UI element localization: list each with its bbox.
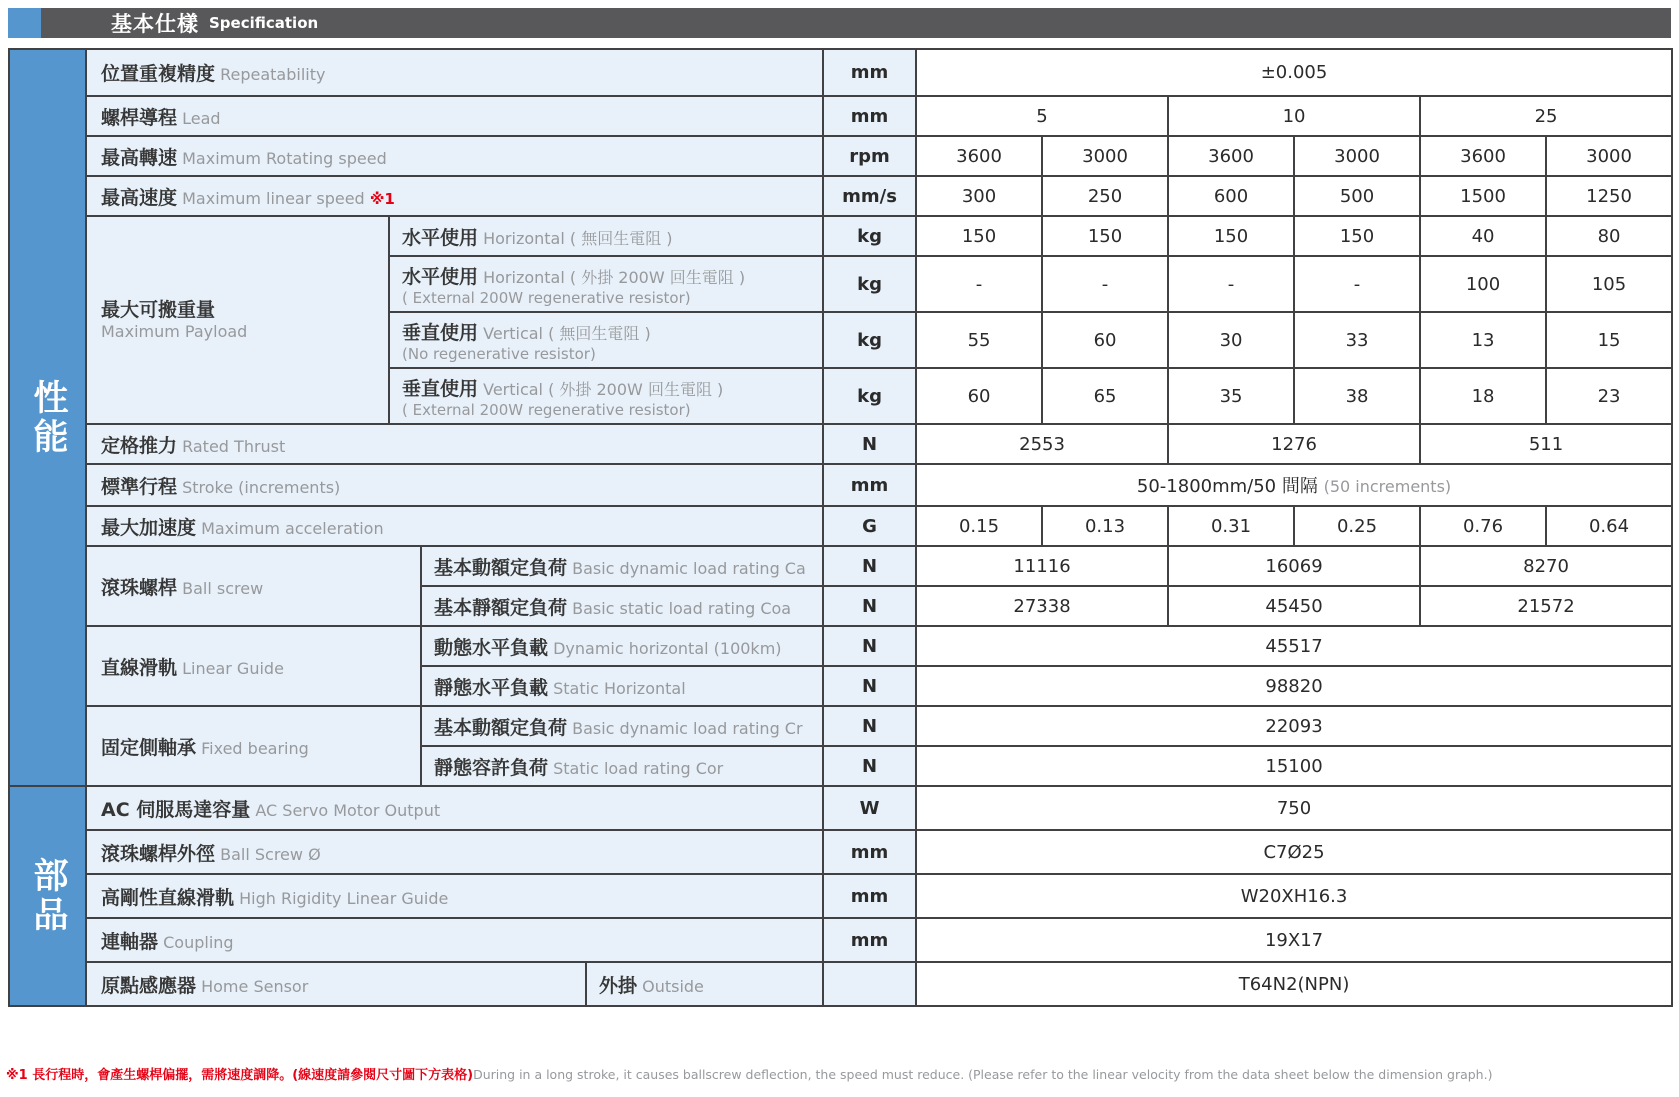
unit-cell: kg — [823, 256, 916, 312]
value-cell: 80 — [1546, 216, 1672, 256]
label-zh: 連軸器 — [101, 930, 159, 953]
label-cell — [86, 176, 823, 216]
row-servo-output — [9, 786, 1672, 830]
sublabel-cell — [421, 586, 823, 626]
label-zh: 定格推力 — [101, 434, 178, 457]
value-cell: 1500 — [1420, 176, 1546, 216]
value-cell: 600 — [1168, 176, 1294, 216]
value-cell: 300 — [916, 176, 1042, 216]
unit-cell: mm — [823, 96, 916, 136]
section-performance-label: 性能 — [28, 378, 68, 457]
row-linearguide-dynamic — [9, 626, 1672, 666]
label-cell — [86, 962, 586, 1006]
label-en: Horizontal ( 外掛 200W 回生電阻 ) — [483, 267, 746, 287]
value-cell: 27338 — [916, 586, 1168, 626]
value-cell: C7Ø25 — [916, 830, 1672, 874]
label-en: Maximum acceleration — [201, 518, 384, 538]
label-zh: 基本動額定負荷 — [434, 716, 568, 739]
label-en: Basic static load rating Coa — [572, 598, 792, 618]
label-zh: 靜態容許負荷 — [434, 756, 549, 779]
row-coupling — [9, 918, 1672, 962]
value-cell: 8270 — [1420, 546, 1672, 586]
page-title-zh: 基本仕樣 — [111, 12, 199, 36]
label-zh: AC 伺服馬達容量 — [101, 798, 251, 821]
value-cell: 0.13 — [1042, 506, 1168, 546]
value-cell: 3000 — [1294, 136, 1420, 176]
label-en-line2: (No regenerative resistor) — [402, 344, 596, 363]
value-cell: 5 — [916, 96, 1168, 136]
unit-cell: N — [823, 546, 916, 586]
label-zh: 靜態水平負載 — [434, 676, 549, 699]
unit-cell: G — [823, 506, 916, 546]
row-stroke — [9, 464, 1672, 506]
label-zh: 原點感應器 — [101, 974, 197, 997]
label-en: Static load rating Cor — [553, 758, 724, 778]
value-cell: 33 — [1294, 312, 1420, 368]
value-cell: 16069 — [1168, 546, 1420, 586]
value-cell: 65 — [1042, 368, 1168, 424]
value-cell: 3600 — [916, 136, 1042, 176]
group-label-en: Fixed bearing — [201, 738, 309, 758]
label-en: Basic dynamic load rating Ca — [572, 558, 806, 578]
value-cell: 0.31 — [1168, 506, 1294, 546]
sublabel-cell — [421, 666, 823, 706]
label-cell — [86, 424, 823, 464]
row-rigid-guide — [9, 874, 1672, 918]
label-cell — [86, 96, 823, 136]
value-cell: 105 — [1546, 256, 1672, 312]
unit-cell: mm — [823, 874, 916, 918]
value-cell: 500 — [1294, 176, 1420, 216]
page-header — [8, 8, 1671, 38]
group-label-en: Maximum Payload — [101, 321, 248, 341]
value-cell: 150 — [1294, 216, 1420, 256]
unit-cell: mm — [823, 49, 916, 96]
sublabel-cell — [421, 746, 823, 786]
header-title-bar — [41, 8, 1671, 38]
unit-cell — [823, 962, 916, 1006]
unit-cell: kg — [823, 368, 916, 424]
value-cell: 23 — [1546, 368, 1672, 424]
footnote-ref-mark: ※1 — [369, 189, 395, 208]
label-zh: 最高速度 — [101, 186, 178, 209]
label-en: High Rigidity Linear Guide — [239, 888, 449, 908]
label-cell — [86, 786, 823, 830]
unit-cell: N — [823, 666, 916, 706]
section-performance — [9, 49, 86, 786]
label-zh: 水平使用 — [402, 265, 479, 288]
label-en: Basic dynamic load rating Cr — [572, 718, 803, 738]
value-cell: 0.15 — [916, 506, 1042, 546]
value-cell: W20XH16.3 — [916, 874, 1672, 918]
value-cell: 2553 — [916, 424, 1168, 464]
value-cell: - — [1042, 256, 1168, 312]
unit-cell: N — [823, 626, 916, 666]
unit-cell: rpm — [823, 136, 916, 176]
sublabel-cell — [389, 312, 823, 368]
value-cell: ±0.005 — [916, 49, 1672, 96]
group-linearguide-label — [86, 626, 421, 706]
row-payload-horizontal-none — [9, 216, 1672, 256]
row-fixedbearing-dynamic — [9, 706, 1672, 746]
section-parts-label: 部品 — [28, 857, 68, 935]
footnote — [6, 1064, 1676, 1084]
stroke-value-note: (50 increments) — [1323, 477, 1452, 496]
value-cell: 18 — [1420, 368, 1546, 424]
row-lead — [9, 96, 1672, 136]
value-cell: 45450 — [1168, 586, 1420, 626]
value-cell: 0.76 — [1420, 506, 1546, 546]
value-cell: 3000 — [1546, 136, 1672, 176]
label-en: Maximum Rotating speed — [182, 148, 387, 168]
value-cell: 150 — [1042, 216, 1168, 256]
label-zh: 垂直使用 — [402, 377, 479, 400]
unit-cell: W — [823, 786, 916, 830]
sublabel-cell — [586, 962, 823, 1006]
label-zh: 外掛 — [599, 974, 638, 997]
label-en: Outside — [642, 976, 704, 996]
value-cell: 38 — [1294, 368, 1420, 424]
label-cell — [86, 506, 823, 546]
label-en: Ball Screw Ø — [220, 844, 321, 864]
group-label-zh: 最大可搬重量 — [101, 299, 216, 321]
value-cell: 25 — [1420, 96, 1672, 136]
label-zh: 垂直使用 — [402, 321, 479, 344]
label-zh: 水平使用 — [402, 226, 479, 249]
header-accent-square — [8, 8, 41, 38]
sublabel-cell — [421, 706, 823, 746]
value-cell: 22093 — [916, 706, 1672, 746]
label-en-line2: ( External 200W regenerative resistor) — [402, 400, 691, 419]
unit-cell: mm — [823, 918, 916, 962]
row-max-rotating-speed — [9, 136, 1672, 176]
group-label-zh: 固定側軸承 — [101, 736, 197, 759]
label-zh: 基本靜額定負荷 — [434, 596, 568, 619]
sublabel-cell — [389, 368, 823, 424]
footnote-en: During in a long stroke, it causes ballscrew deflection, the speed must reduce. (Please refer to the linear velocity from the data sheet below the dimension graph.) — [473, 1067, 1493, 1082]
label-en: AC Servo Motor Output — [255, 800, 441, 820]
row-repeatability — [9, 49, 1672, 96]
value-cell: 11116 — [916, 546, 1168, 586]
label-en: Home Sensor — [201, 976, 309, 996]
value-cell: 750 — [916, 786, 1672, 830]
value-cell: 100 — [1420, 256, 1546, 312]
label-en: Horizontal ( 無回生電阻 ) — [483, 228, 673, 248]
label-cell — [86, 918, 823, 962]
value-cell: 60 — [916, 368, 1042, 424]
label-zh: 滾珠螺桿外徑 — [101, 842, 216, 865]
value-cell: 3000 — [1042, 136, 1168, 176]
value-cell — [916, 464, 1672, 506]
label-zh: 最大加速度 — [101, 516, 197, 539]
value-cell: 45517 — [916, 626, 1672, 666]
label-en-line2: ( External 200W regenerative resistor) — [402, 288, 691, 307]
group-label-zh: 直線滑軌 — [101, 656, 178, 679]
footnote-zh: ※1 長行程時，會產生螺桿偏擺，需將速度調降。(線速度請參閱尺寸圖下方表格) — [6, 1068, 474, 1083]
unit-cell: mm — [823, 464, 916, 506]
row-max-linear-speed — [9, 176, 1672, 216]
value-cell: 3600 — [1168, 136, 1294, 176]
unit-cell: N — [823, 424, 916, 464]
value-cell: 250 — [1042, 176, 1168, 216]
unit-cell: mm/s — [823, 176, 916, 216]
label-en: Vertical ( 無回生電阻 ) — [483, 323, 651, 343]
value-cell: T64N2(NPN) — [916, 962, 1672, 1006]
group-label-zh: 滾珠螺桿 — [101, 576, 178, 599]
row-ballscrew-diameter — [9, 830, 1672, 874]
value-cell: - — [1168, 256, 1294, 312]
group-fixedbearing-label — [86, 706, 421, 786]
value-cell: 19X17 — [916, 918, 1672, 962]
unit-cell: N — [823, 586, 916, 626]
value-cell: 98820 — [916, 666, 1672, 706]
value-cell: - — [1294, 256, 1420, 312]
value-cell: - — [916, 256, 1042, 312]
label-zh: 標準行程 — [101, 475, 178, 498]
label-en: Lead — [182, 108, 221, 128]
value-cell: 15 — [1546, 312, 1672, 368]
label-zh: 基本動額定負荷 — [434, 556, 568, 579]
sublabel-cell — [389, 216, 823, 256]
value-cell: 30 — [1168, 312, 1294, 368]
label-cell — [86, 830, 823, 874]
label-en: Coupling — [163, 932, 234, 952]
section-parts — [9, 786, 86, 1006]
value-cell: 60 — [1042, 312, 1168, 368]
value-cell: 10 — [1168, 96, 1420, 136]
value-cell: 511 — [1420, 424, 1672, 464]
value-cell: 0.64 — [1546, 506, 1672, 546]
group-label-en: Ball screw — [182, 578, 264, 598]
group-label-en: Linear Guide — [182, 658, 284, 678]
value-cell: 15100 — [916, 746, 1672, 786]
group-ballscrew-label — [86, 546, 421, 626]
value-cell: 3600 — [1420, 136, 1546, 176]
label-en: Vertical ( 外掛 200W 回生電阻 ) — [483, 379, 724, 399]
label-zh: 最高轉速 — [101, 146, 178, 169]
label-en: Repeatability — [220, 65, 326, 84]
value-cell: 150 — [916, 216, 1042, 256]
unit-cell: N — [823, 746, 916, 786]
value-cell: 1276 — [1168, 424, 1420, 464]
row-ballscrew-dynamic — [9, 546, 1672, 586]
group-payload-label — [86, 216, 389, 424]
label-en: Static Horizontal — [553, 678, 686, 698]
label-en: Dynamic horizontal (100km) — [553, 638, 782, 658]
label-zh: 位置重複精度 — [101, 63, 216, 85]
sublabel-cell — [389, 256, 823, 312]
label-cell — [86, 464, 823, 506]
label-zh: 高剛性直線滑軌 — [101, 886, 235, 909]
label-zh: 螺桿導程 — [101, 106, 178, 129]
row-home-sensor — [9, 962, 1672, 1006]
value-cell: 21572 — [1420, 586, 1672, 626]
page-title-en: Specification — [209, 14, 319, 32]
row-rated-thrust — [9, 424, 1672, 464]
sublabel-cell — [421, 546, 823, 586]
value-cell: 150 — [1168, 216, 1294, 256]
stroke-value: 50-1800mm/50 間隔 — [1136, 476, 1318, 497]
value-cell: 35 — [1168, 368, 1294, 424]
value-cell: 0.25 — [1294, 506, 1420, 546]
value-cell: 13 — [1420, 312, 1546, 368]
spec-table — [8, 48, 1673, 1007]
unit-cell: kg — [823, 312, 916, 368]
unit-cell: kg — [823, 216, 916, 256]
label-cell — [86, 874, 823, 918]
value-cell: 1250 — [1546, 176, 1672, 216]
label-cell — [86, 136, 823, 176]
unit-cell: N — [823, 706, 916, 746]
row-max-acceleration — [9, 506, 1672, 546]
value-cell: 40 — [1420, 216, 1546, 256]
unit-cell: mm — [823, 830, 916, 874]
value-cell: 55 — [916, 312, 1042, 368]
label-zh: 動態水平負載 — [434, 636, 549, 659]
sublabel-cell — [421, 626, 823, 666]
label-en: Rated Thrust — [182, 436, 286, 456]
label-en: Stroke (increments) — [182, 477, 341, 497]
label-en: Maximum linear speed — [182, 188, 365, 208]
label-cell — [86, 49, 823, 96]
